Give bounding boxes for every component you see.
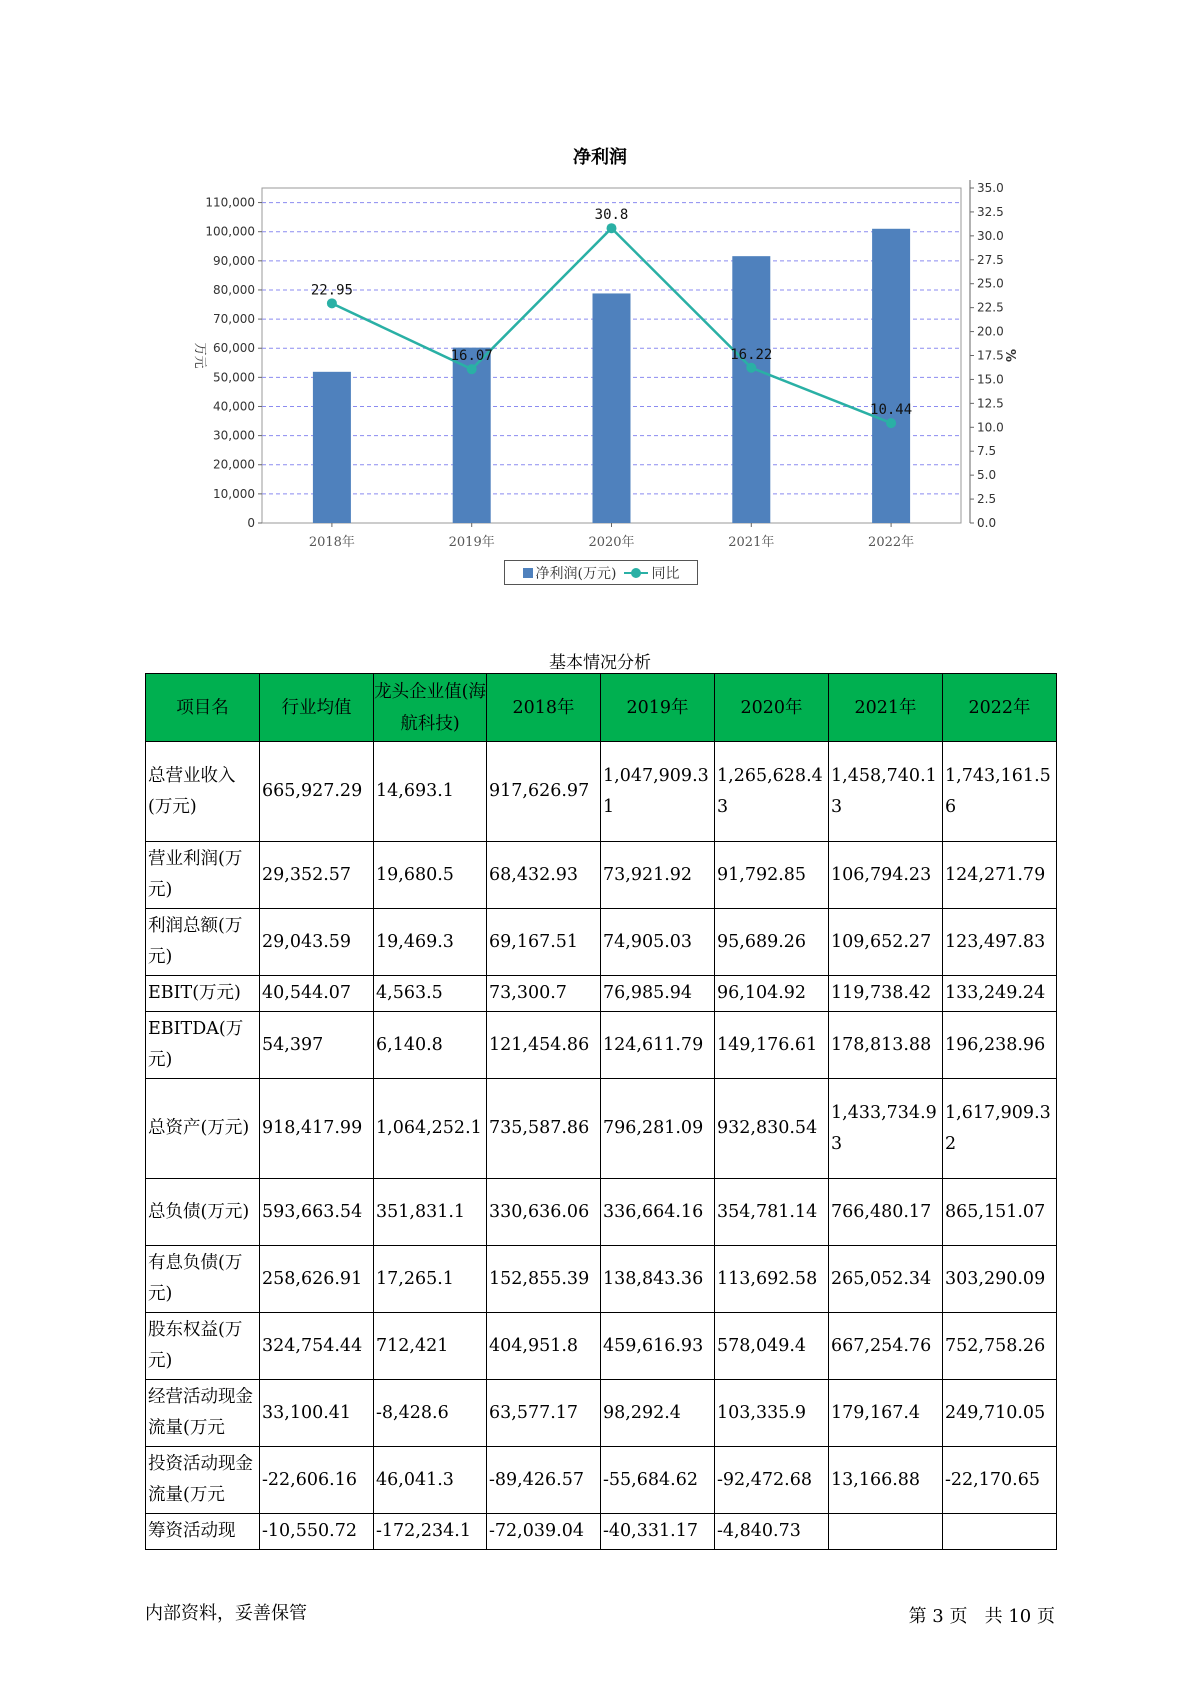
table-cell: 46,041.3 [374,1447,487,1514]
right-tick-label: 32.5 [977,204,1004,219]
table-cell: 14,693.1 [374,742,487,842]
legend-bar-swatch [523,568,533,578]
table-cell: 404,951.8 [487,1313,601,1380]
bar-2021年 [730,256,773,523]
x-tick-label: 2020年 [588,535,635,550]
yoy-data-label: 10.44 [870,402,913,419]
table-cell: 40,544.07 [260,976,374,1012]
table-cell: -22,170.65 [943,1447,1057,1514]
table-cell: 665,927.29 [260,742,374,842]
basic-analysis-table [145,673,1057,1550]
x-tick-label: 2018年 [308,535,355,550]
yoy-data-label: 16.07 [450,348,493,365]
table-cell: -10,550.72 [260,1514,374,1550]
table-cell: 73,921.92 [601,842,715,909]
left-tick-label: 50,000 [213,370,255,385]
table-cell: -172,234.1 [374,1514,487,1550]
row-label: 总资产(万元) [146,1079,260,1179]
bar-2022年 [870,229,913,523]
left-tick-label: 40,000 [213,399,255,414]
left-tick-label: 30,000 [213,428,255,443]
table-cell: -89,426.57 [487,1447,601,1514]
footer-page-number: 第 3 页 共 10 页 [908,1606,1055,1627]
table-cell: 91,792.85 [715,842,829,909]
bar-2020年 [593,293,631,523]
right-tick-label: 12.5 [977,396,1004,411]
table-cell: 667,254.76 [829,1313,943,1380]
table-cell: 354,781.14 [715,1179,829,1246]
left-tick-label: 110,000 [205,195,255,210]
yoy-data-label: 16.22 [730,346,773,363]
table-row [146,976,1057,1012]
x-tick-label: 2021年 [728,535,775,550]
left-tick-label: 0 [247,516,255,530]
table-cell: -72,039.04 [487,1514,601,1550]
table-cell: 152,855.39 [487,1246,601,1313]
row-label: 营业利润(万元) [146,842,260,909]
table-cell: 29,352.57 [260,842,374,909]
yoy-point-2018年 [327,298,337,308]
left-tick-label: 60,000 [213,341,255,356]
table-row [146,1179,1057,1246]
table-cell: 119,738.42 [829,976,943,1012]
table-cell: 1,433,734.93 [829,1079,943,1179]
table-cell: 19,680.5 [374,842,487,909]
yoy-point-2021年 [746,363,756,373]
table-cell: -22,606.16 [260,1447,374,1514]
footer-confidential: 内部资料，妥善保管 [145,1603,307,1624]
table-cell: 766,480.17 [829,1179,943,1246]
table-cell: 124,611.79 [601,1012,715,1079]
table-row [146,1447,1057,1514]
table-cell: 917,626.97 [487,742,601,842]
yoy-point-2022年 [886,418,896,428]
row-label: 有息负债(万元) [146,1246,260,1313]
right-tick-label: 5.0 [977,468,997,483]
right-tick-label: 20.0 [977,324,1004,339]
table-cell: 106,794.23 [829,842,943,909]
right-tick-label: 30.0 [977,228,1004,243]
table-row [146,1079,1057,1179]
table-cell: 330,636.06 [487,1179,601,1246]
row-label: 筹资活动现 [146,1514,260,1550]
table-cell: 1,064,252.1 [374,1079,487,1179]
table-cell: -4,840.73 [715,1514,829,1550]
table-cell: 13,166.88 [829,1447,943,1514]
chart-title: 净利润 [573,147,627,168]
row-label: 投资活动现金流量(万元 [146,1447,260,1514]
table-cell: 918,417.99 [260,1079,374,1179]
table-cell: 95,689.26 [715,909,829,976]
table-cell: 178,813.88 [829,1012,943,1079]
table-cell: 109,652.27 [829,909,943,976]
table-cell: 4,563.5 [374,976,487,1012]
table-cell: -40,331.17 [601,1514,715,1550]
header-cell-1: 行业均值 [260,674,374,742]
table-cell: -92,472.68 [715,1447,829,1514]
row-label: 总营业收入(万元) [146,742,260,842]
legend-line-label: 同比 [651,565,680,582]
table-cell: 865,151.07 [943,1179,1057,1246]
left-tick-label: 90,000 [213,253,255,268]
legend-line-swatch [624,568,648,578]
right-tick-label: 35.0 [977,181,1004,195]
legend-bar-label: 净利润(万元) [535,565,617,582]
table-cell: 351,831.1 [374,1179,487,1246]
legend-item-line [624,563,679,583]
header-cell-6: 2021年 [829,674,943,742]
table-cell: 69,167.51 [487,909,601,976]
table-cell: 33,100.41 [260,1380,374,1447]
right-tick-label: 25.0 [977,276,1004,291]
table-cell: 179,167.4 [829,1380,943,1447]
table-cell: -8,428.6 [374,1380,487,1447]
left-tick-label: 100,000 [205,224,255,239]
header-cell-2: 龙头企业值(海航科技) [374,674,487,742]
left-tick-label: 10,000 [213,486,255,501]
right-tick-label: 7.5 [977,444,997,459]
table-cell: 1,047,909.31 [601,742,715,842]
table-cell: 1,265,628.43 [715,742,829,842]
right-tick-label: 22.5 [977,300,1004,315]
table-cell: 73,300.7 [487,976,601,1012]
legend-item-bar [523,563,617,583]
table-cell: 258,626.91 [260,1246,374,1313]
table-cell: 19,469.3 [374,909,487,976]
table-row [146,742,1057,842]
right-axis-title: % [1002,348,1017,363]
right-tick-label: 27.5 [977,252,1004,267]
table-cell: 578,049.4 [715,1313,829,1380]
table-cell [943,1514,1057,1550]
table-cell: 63,577.17 [487,1380,601,1447]
right-tick-label: 0.0 [977,516,997,530]
table-cell: 336,664.16 [601,1179,715,1246]
table-cell: 68,432.93 [487,842,601,909]
table-cell: 17,265.1 [374,1246,487,1313]
yoy-data-label: 30.8 [594,207,629,224]
table-cell: 712,421 [374,1313,487,1380]
header-cell-0: 项目名 [146,674,260,742]
right-tick-label: 17.5 [977,348,1004,363]
table-cell: 593,663.54 [260,1179,374,1246]
right-tick-label: 10.0 [977,420,1004,435]
table-cell: -55,684.62 [601,1447,715,1514]
table-cell: 74,905.03 [601,909,715,976]
table-cell: 796,281.09 [601,1079,715,1179]
table-cell: 196,238.96 [943,1012,1057,1079]
right-tick-label: 2.5 [977,492,997,507]
table-cell: 735,587.86 [487,1079,601,1179]
table-cell: 121,454.86 [487,1012,601,1079]
table-cell: 113,692.58 [715,1246,829,1313]
table-cell: 6,140.8 [374,1012,487,1079]
header-cell-3: 2018年 [487,674,601,742]
table-cell: 932,830.54 [715,1079,829,1179]
table-cell: 124,271.79 [943,842,1057,909]
table-cell: 123,497.83 [943,909,1057,976]
table-cell: 459,616.93 [601,1313,715,1380]
row-label: 利润总额(万元) [146,909,260,976]
yoy-point-2019年 [467,364,477,374]
table-row [146,1380,1057,1447]
right-tick-label: 15.0 [977,372,1004,387]
row-label: 股东权益(万元) [146,1313,260,1380]
header-cell-4: 2019年 [601,674,715,742]
left-tick-label: 20,000 [213,457,255,472]
table-row [146,1246,1057,1313]
row-label: EBITDA(万元) [146,1012,260,1079]
table-cell: 324,754.44 [260,1313,374,1380]
net-profit-chart [0,0,1191,560]
table-cell: 54,397 [260,1012,374,1079]
table-cell: 29,043.59 [260,909,374,976]
header-cell-7: 2022年 [943,674,1057,742]
yoy-point-2020年 [607,223,617,233]
table-cell: 103,335.9 [715,1380,829,1447]
table-caption: 基本情况分析 [549,653,651,673]
table-cell: 303,290.09 [943,1246,1057,1313]
left-axis-title: 万元 [192,342,207,369]
table-row [146,1514,1057,1550]
table-cell: 1,617,909.32 [943,1079,1057,1179]
table-cell: 752,758.26 [943,1313,1057,1380]
x-tick-label: 2019年 [448,535,495,550]
table-row [146,1313,1057,1380]
row-label: EBIT(万元) [146,976,260,1012]
table-cell: 265,052.34 [829,1246,943,1313]
table-cell: 133,249.24 [943,976,1057,1012]
left-tick-label: 70,000 [213,312,255,327]
table-cell: 1,458,740.13 [829,742,943,842]
yoy-data-label: 22.95 [310,282,353,299]
table-cell: 96,104.92 [715,976,829,1012]
table-cell: 149,176.61 [715,1012,829,1079]
table-cell: 138,843.36 [601,1246,715,1313]
table-cell: 76,985.94 [601,976,715,1012]
x-tick-label: 2022年 [868,535,915,550]
left-tick-label: 80,000 [213,282,255,297]
table-cell [829,1514,943,1550]
table-cell: 249,710.05 [943,1380,1057,1447]
table-header-row [146,674,1057,742]
table-cell: 1,743,161.56 [943,742,1057,842]
row-label: 总负债(万元) [146,1179,260,1246]
header-cell-5: 2020年 [715,674,829,742]
table-row [146,842,1057,909]
bar-2018年 [313,372,351,523]
table-row [146,909,1057,976]
chart-legend [504,560,698,585]
table-row [146,1012,1057,1079]
table-cell: 98,292.4 [601,1380,715,1447]
row-label: 经营活动现金流量(万元 [146,1380,260,1447]
